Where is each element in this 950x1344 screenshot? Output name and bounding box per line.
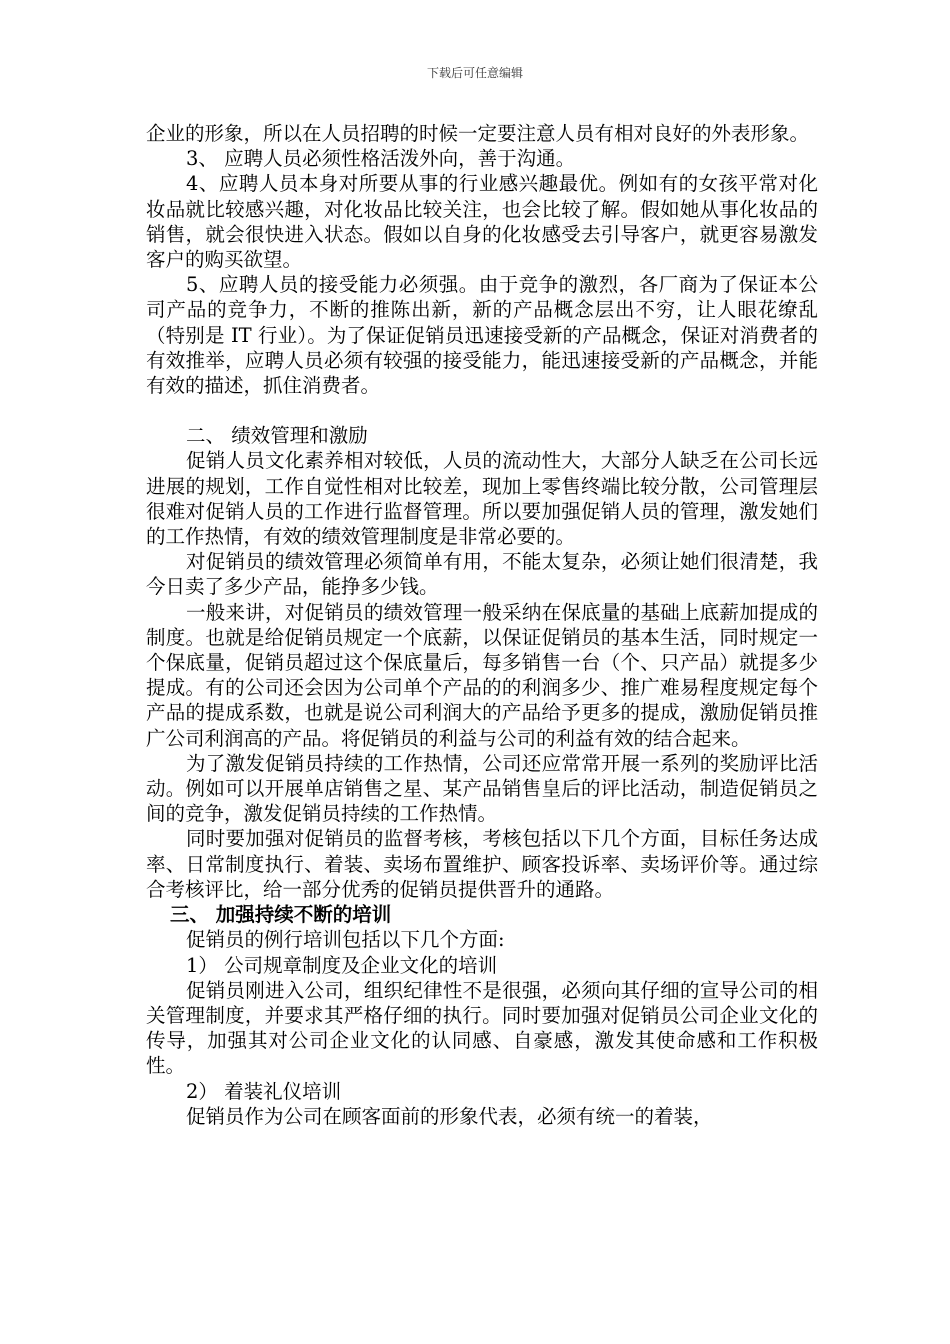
subheading-dress-etiquette: 2） 着装礼仪培训	[186, 1079, 342, 1103]
page-header: 下载后可任意编辑	[426, 66, 523, 80]
paragraph-supervision: 同时要加强对促销员的监督考核，考核包括以下几个方面，目标任务达成率、日常制度执行、着装、卖场布置维护、顾客投诉率、卖场评价等。通过综合考核评比，给一部分优秀的促销员提供晋升的通路。	[146, 827, 818, 901]
paragraph-performance-intro: 促销人员文化素养相对较低，人员的流动性大，大部分人缺乏在公司长远进展的规划，工作自觉性相对比较差，现加上零售终端比较分散，公司管理层很难对促销人员的工作进行监督管理。所以要加强促销人员的管理，激发她们的工作热情，有效的绩效管理制度是非常必要的。	[146, 449, 818, 549]
paragraph-dress-etiquette: 促销员作为公司在顾客面前的形象代表，必须有统一的着装，	[186, 1104, 713, 1128]
section-spacer	[146, 398, 818, 423]
paragraph-requirement-5: 5、应聘人员的接受能力必须强。由于竞争的激烈，各厂商为了保证本公司产品的竞争力，不断的推陈出新，新的产品概念层出不穷，让人眼花缭乱（特别是 IT 行业）。为了保证促销员迅速接受新的产品概念，保证对消费者的有效推举，应聘人员必须有较强的接受能力，能迅速接受新的产品概念，并能有效的描述，抓住消费者。	[146, 273, 818, 398]
paragraph-requirement-4: 4、应聘人员本身对所要从事的行业感兴趣最优。例如有的女孩平常对化妆品就比较感兴趣，对化妆品比较关注，也会比较了解。假如她从事化妆品的销售，就会很快进入状态。假如以自身的化妆感受去引导客户，就更容易激发客户的购买欲望。	[146, 172, 818, 272]
paragraph-intro-continuation: 企业的形象，所以在人员招聘的时候一定要注意人员有相对良好的外表形象。	[146, 122, 810, 145]
paragraph-salary-system: 一般来讲，对促销员的绩效管理一般采纳在保底量的基础上底薪加提成的制度。也就是给促销员规定一个底薪，以保证促销员的基本生活，同时规定一个保底量，促销员超过这个保底量后，每多销售一台（个、只产品）就提多少提成。有的公司还会因为公司单个产品的的利润多少、推广难易程度规定每个产品的提成系数，也就是说公司利润大的产品给予更多的提成，激励促销员推广公司利润高的产品。将促销员的利益与公司的利益有效的结合起来。	[146, 600, 818, 750]
paragraph-company-rules: 促销员刚进入公司，组织纪律性不是很强，必须向其仔细的宣导公司的相关管理制度，并要求其严格仔细的执行。同时要加强对促销员公司企业文化的传导，加强其对公司企业文化的认同感、自豪感，激发其使命感和工作积极性。	[146, 978, 818, 1078]
section-heading-performance: 二、 绩效管理和激励	[186, 424, 368, 448]
section-heading-training: 三、 加强持续不断的培训	[170, 903, 392, 927]
document-body	[146, 121, 818, 1129]
paragraph-requirement-3: 3、 应聘人员必须性格活泼外向，善于沟通。	[186, 147, 576, 171]
subheading-company-rules: 1） 公司规章制度及企业文化的培训	[186, 953, 498, 977]
paragraph-performance-simple: 对促销员的绩效管理必须简单有用，不能太复杂，必须让她们很清楚，我今日卖了多少产品，能挣多少钱。	[146, 550, 818, 599]
paragraph-reward-activities: 为了激发促销员持续的工作热情，公司还应常常开展一系列的奖励评比活动。例如可以开展单店销售之星、某产品销售皇后的评比活动，制造促销员之间的竞争，激发促销员持续的工作热情。	[146, 751, 818, 826]
paragraph-training-intro: 促销员的例行培训包括以下几个方面:	[186, 928, 505, 952]
